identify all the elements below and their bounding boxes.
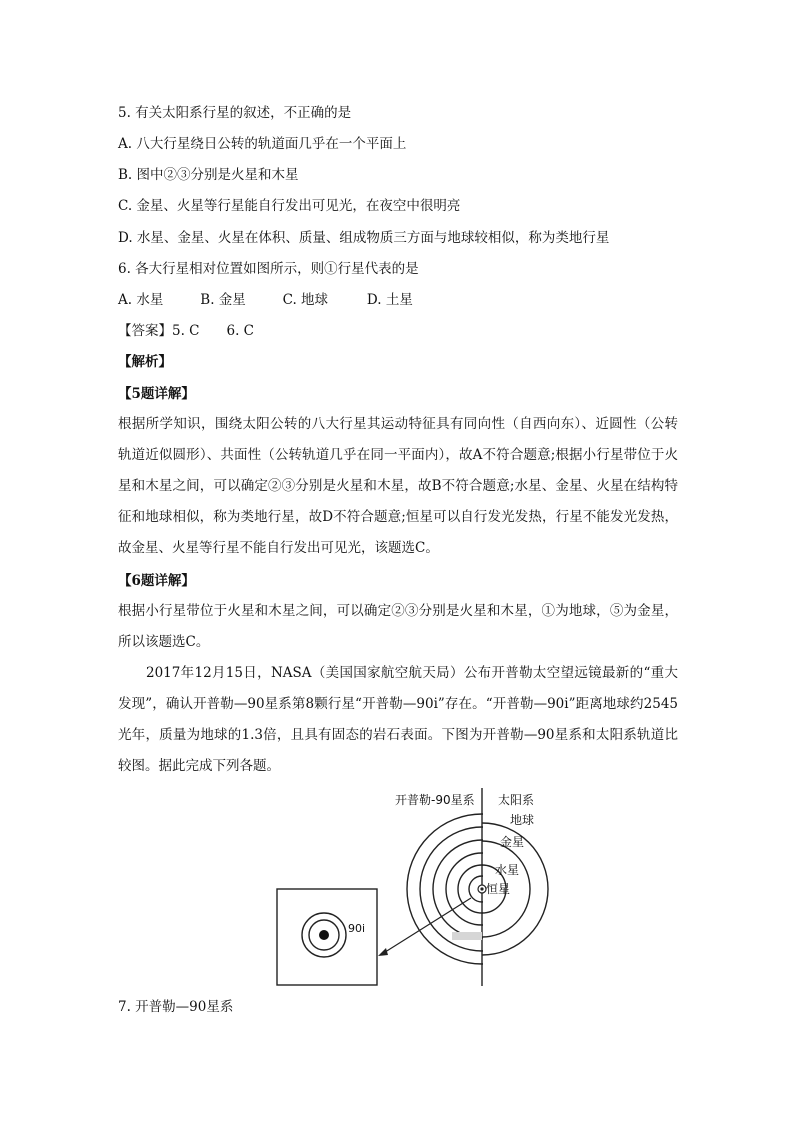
q6-options <box>118 290 413 310</box>
q5-detail-text: 根据所学知识，围绕太阳公转的八大行星其运动特征具有同向性（自西向东）、近圆性（公转轨道近似圆形）、共面性（公转轨道几乎在同一平面内），故A不符合题意;根据小行星带位于火星和木星之间，可以确定②③分别是火星和木星，故B不符合题意;水星、金星、火星在结构特征和地球相似，称为类地行星，故D不符合题意;恒星可以自行发光发热，行星不能发光发热，故金星、火星等行星不能自行发出可见光，该题选C。 <box>118 416 678 556</box>
q5-option-b: B. 图中②③分别是火星和木星 <box>118 167 299 183</box>
orbit-comparison-figure <box>274 786 554 991</box>
answer-line: 【答案】5. C 6. C <box>118 323 255 339</box>
q6-option-c: C. 地球 <box>282 292 329 308</box>
q5-option-d: D. 水星、金星、火星在体积、质量、组成物质三方面与地球较相似，称为类地行星 <box>118 230 610 246</box>
q6-option-b: B. 金星 <box>200 292 246 308</box>
center-star-core <box>480 887 483 890</box>
q6-stem: 6. 各大行星相对位置如图所示，则①行星代表的是 <box>118 261 419 277</box>
solar-label: 太阳系 <box>498 793 535 807</box>
venus-label: 金星 <box>500 835 525 849</box>
intro-paragraph: 2017年12月15日，NASA（美国国家航空航天局）公布开普勒太空望远镜最新的“重大发现”，确认开普勒—90星系第8颗行星“开普勒—90i”存在。“开普勒—90i”距离地球约2545光年，质量为地球的1.3倍，且具有固态的岩石表面。下图为开普勒—90星系和太阳系轨道比较图。据此完成下列各题。 <box>118 665 678 774</box>
q6-option-a: A. 水星 <box>118 292 164 308</box>
inset-star <box>319 930 329 940</box>
q5-detail-label: 【5题详解】 <box>118 386 195 402</box>
q6-detail-text: 根据小行星带位于火星和木星之间，可以确定②③分别是火星和木星，①为地球，⑤为金星，所以该题选C。 <box>118 603 678 650</box>
mercury-label: 水星 <box>495 863 520 877</box>
q7-stem: 7. 开普勒—90星系 <box>118 999 234 1015</box>
q6-option-d: D. 土星 <box>366 292 413 308</box>
smudge-mark <box>452 932 482 940</box>
earth-label: 地球 <box>510 813 535 827</box>
kepler-label: 开普勒-90星系 <box>395 793 475 807</box>
q6-detail-label: 【6题详解】 <box>118 573 195 589</box>
inset-label: 90i <box>348 922 366 935</box>
q5-option-a: A. 八大行星绕日公转的轨道面几乎在一个平面上 <box>118 136 407 152</box>
q5-option-c: C. 金星、火星等行星能自行发出可见光，在夜空中很明亮 <box>118 198 461 214</box>
analysis-label: 【解析】 <box>118 354 172 370</box>
q5-stem: 5. 有关太阳系行星的叙述，不正确的是 <box>118 105 352 121</box>
star-label: 恒星 <box>486 882 511 896</box>
